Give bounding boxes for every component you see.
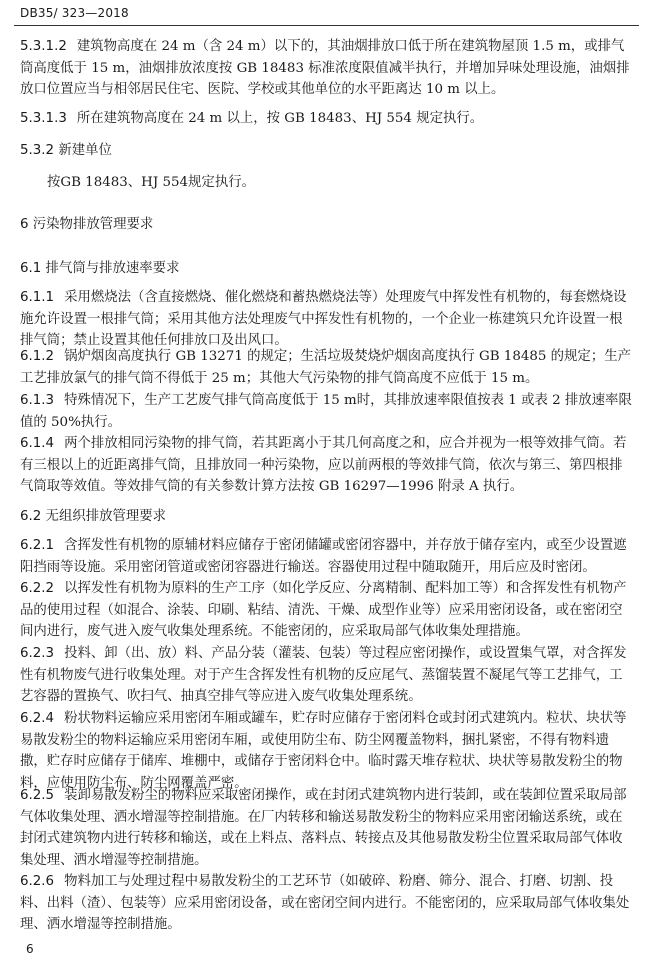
clause-6-1-1: [20, 287, 632, 352]
clause-number: 5.3.1.2: [20, 39, 67, 54]
clause-6-1-2: [20, 346, 632, 389]
clause-number: 6.2.4: [20, 711, 55, 726]
heading-6-1: 6.1 排气筒与排放速率要求: [20, 261, 180, 276]
clause-5-3-1-3: [20, 108, 632, 130]
clause-6-2-3: [20, 643, 632, 708]
clause-number: 6.2.6: [20, 874, 55, 889]
clause-6-2-6: [20, 871, 632, 936]
clause-number: 6.1.4: [20, 436, 55, 451]
clause-number: 6.1.3: [20, 393, 55, 408]
clause-5-3-1-2: [20, 36, 632, 101]
heading-6: 6 污染物排放管理要求: [20, 217, 154, 232]
clause-text: 投料、卸（出、放）料、产品分装（灌装、包装）等过程应密闭操作，或设置集气罩，对含挥发性有机物废气进行收集处理。对于产生含挥发性有机物的反应尾气、蒸馏装置不凝尾气等工艺排气，工艺容器的置换气、吹扫气、抽真空排气等应进入废气收集处理系统。: [20, 646, 627, 705]
clause-6-2-4: [20, 708, 632, 794]
clause-text: 两个排放相同污染物的排气筒，若其距离小于其几何高度之和，应合并视为一根等效排气筒。若有三根以上的近距离排气筒，且排放同一种污染物，应以前两根的等效排气筒，依次与第三、第四根排气筒取等效值。等效排气筒的有关参数计算方法按 GB 16297—1996 附录 A 执行。: [20, 436, 627, 495]
clause-number: 6.2.5: [20, 788, 55, 803]
clause-text: 建筑物高度在 24 m（含 24 m）以下的，其油烟排放口低于所在建筑物屋顶 1.5 m，或排气筒高度低于 15 m，油烟排放浓度按 GB 18483 标准浓度限值减半执行，并增加异味处理设施，油烟排放口位置应当与相邻居民住宅、医院、学校或其他单位的水平距离达 10 m 以上。: [20, 39, 630, 98]
clause-number: 6.1.2: [20, 349, 55, 364]
clause-text: 采用燃烧法（含直接燃烧、催化燃烧和蓄热燃烧法等）处理废气中挥发性有机物的，每套燃烧设施允许设置一根排气筒；采用其他方法处理废气中挥发性有机物的，一个企业一栋建筑只允许设置一根排气筒；禁止设置其他任何排放口及出风口。: [20, 290, 627, 349]
page-number: 6: [26, 942, 34, 956]
header-rule: [14, 25, 639, 26]
clause-6-1-4: [20, 433, 632, 498]
clause-number: 6.2.3: [20, 646, 55, 661]
heading-5-3-2: 5.3.2 新建单位: [20, 143, 112, 158]
clause-number: 5.3.1.3: [20, 111, 67, 126]
clause-text: 锅炉烟囱高度执行 GB 13271 的规定；生活垃圾焚烧炉烟囱高度执行 GB 18485 的规定；生产工艺排放氯气的排气筒不得低于 25 m；其他大气污染物的排气筒高度不应低于 15 m。: [20, 349, 631, 386]
clause-number: 6.2.2: [20, 581, 55, 596]
clause-text: 特殊情况下，生产工艺废气排气筒高度低于 15 m时，其排放速率限值按表 1 或表 2 排放速率限值的 50%执行。: [20, 393, 632, 430]
heading-6-2: 6.2 无组织排放管理要求: [20, 509, 167, 524]
clause-number: 6.1.1: [20, 290, 55, 305]
paragraph-5-3-2: 按GB 18483、HJ 554规定执行。: [47, 175, 255, 190]
clause-6-2-5: [20, 785, 632, 871]
clause-text: 含挥发性有机物的原辅材料应储存于密闭储罐或密闭容器中，并存放于储存室内，或至少设置遮阳挡雨等设施。采用密闭管道或密闭容器进行输送。容器使用过程中随取随开，用后应及时密闭。: [20, 538, 627, 575]
document-header: DB35/ 323—2018: [20, 6, 129, 20]
clause-6-2-2: [20, 578, 632, 643]
clause-6-2-1: [20, 535, 632, 578]
clause-6-1-3: [20, 390, 632, 433]
clause-text: 粉状物料运输应采用密闭车厢或罐车，贮存时应储存于密闭料仓或封闭式建筑内。粒状、块状等易散发粉尘的物料运输应采用密闭车厢，或使用防尘布、防尘网覆盖物料，捆扎紧密，不得有物料遗撒，贮存时应储存于储库、堆棚中，或储存于密闭料仓中。临时露天堆存粒状、块状等易散发粉尘的物料，应使用防尘布、防尘网覆盖严密。: [20, 711, 627, 791]
clause-text: 装卸易散发粉尘的物料应采取密闭操作，或在封闭式建筑物内进行装卸，或在装卸位置采取局部气体收集处理、洒水增湿等控制措施。在厂内转移和输送易散发粉尘的物料应采用密闭输送系统，或在封闭式建筑物内进行转移和输送，或在上料点、落料点、转接点及其他易散发粉尘位置采取局部气体收集处理、洒水增湿等控制措施。: [20, 788, 627, 868]
clause-text: 所在建筑物高度在 24 m 以上，按 GB 18483、HJ 554 规定执行。: [76, 111, 484, 126]
clause-text: 以挥发性有机物为原料的生产工序（如化学反应、分离精制、配料加工等）和含挥发性有机物产品的使用过程（如混合、涂装、印刷、粘结、清洗、干燥、成型作业等）应采用密闭设备，或在密闭空间内进行，废气进入废气收集处理系统。不能密闭的，应采取局部气体收集处理措施。: [20, 581, 627, 640]
clause-number: 6.2.1: [20, 538, 55, 553]
clause-text: 物料加工与处理过程中易散发粉尘的工艺环节（如破碎、粉磨、筛分、混合、打磨、切割、投料、出料（渣）、包装等）应采用密闭设备，或在密闭空间内进行。不能密闭的，应采取局部气体收集处理、洒水增湿等控制措施。: [20, 874, 630, 933]
